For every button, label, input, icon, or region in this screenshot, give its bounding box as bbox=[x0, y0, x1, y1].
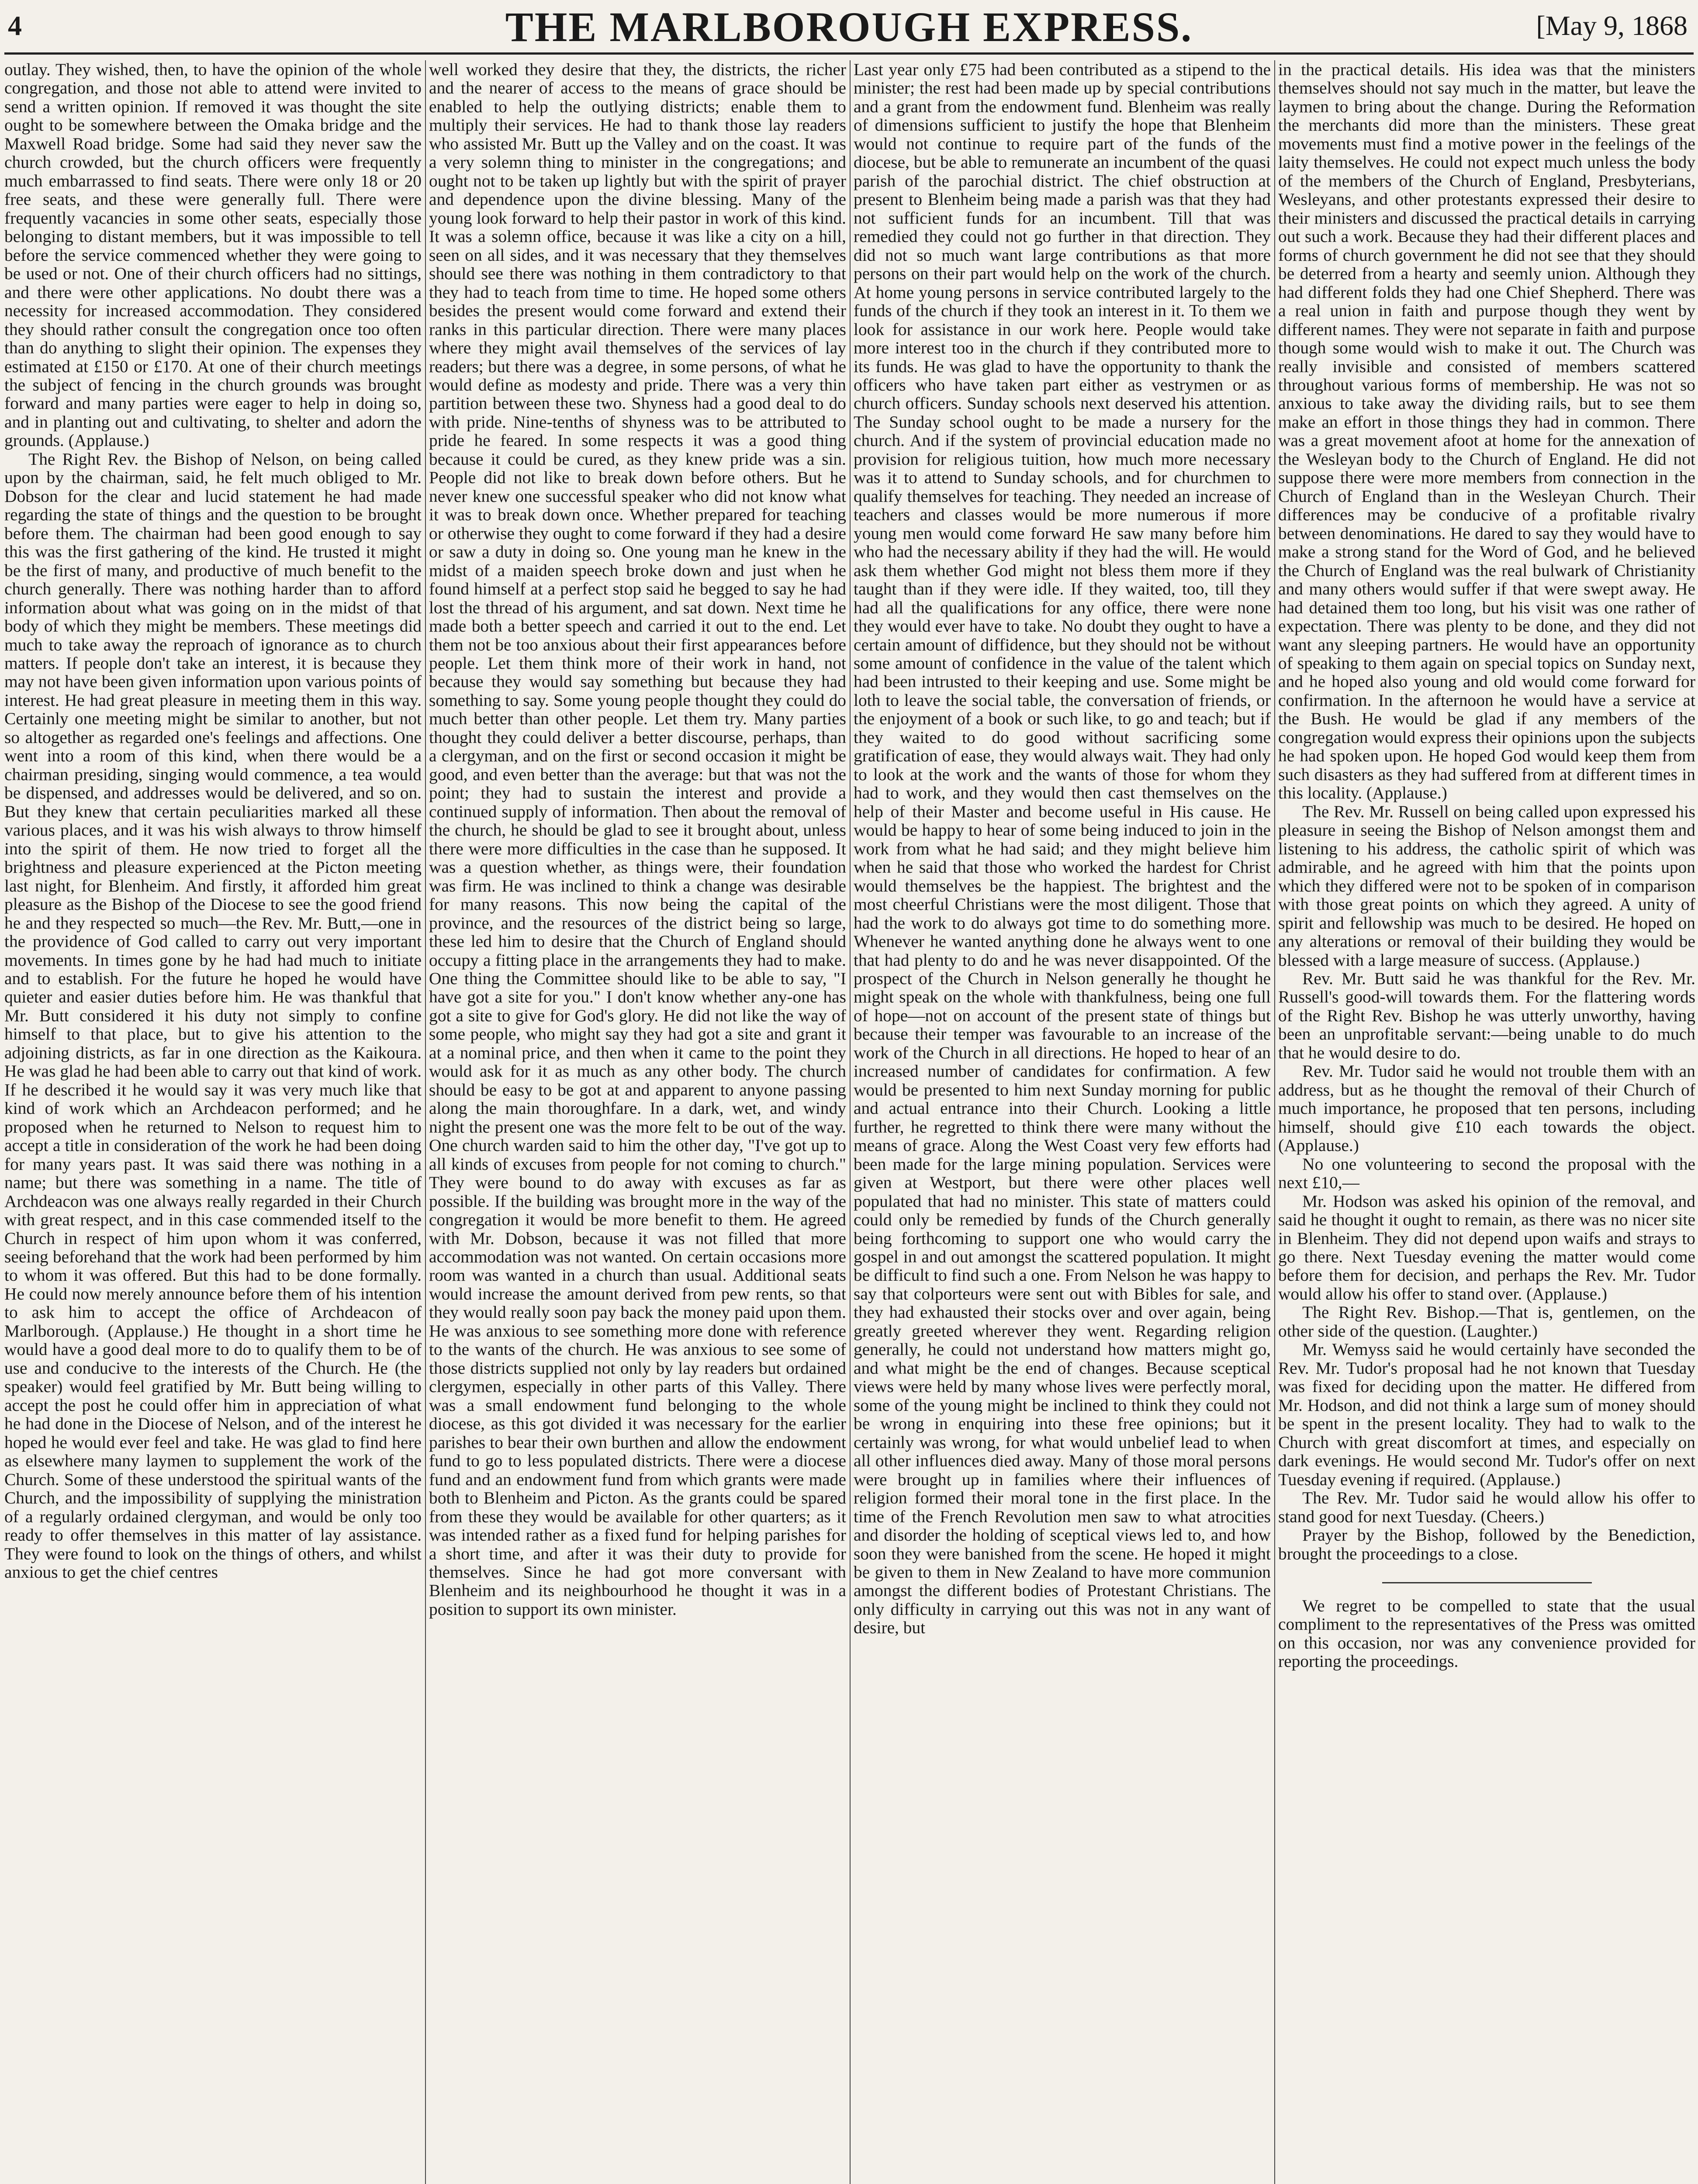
article-paragraph: Last year only £75 had been contributed as a stipend to the minister; the rest had been made up by special contributions and a grant from the endowment fund. Blenheim was really of dimensions sufficient to justify the hope that Blenheim would not continue to require part of the funds of the diocese, but be able to remunerate an incumbent of the quasi parish of the parochial district. The chief obstruction at present to Blenheim being made a parish was that they had not sufficient funds for an incumbent. Till that was remedied they could not go further in that direction. They did not so much want large contributions as that more persons on their part would help on the work of the church. At home young persons in service contributed largely to the funds of the church if they took an interest in it. To them we look for assistance in our work here. People would take more interest too in the church if they contributed more to its funds. He was glad to have the opportunity to thank the officers who have taken part either as vestrymen or as church officers. Sunday schools next deserved his attention. The Sunday school ought to be made a nursery for the church. And if the system of provincial education made no provision for religious tuition, how much more necessary was it to attend to Sunday schools, and for churchmen to qualify themselves for teaching. They needed an increase of teachers and classes would be more numerous if more young men would come forward He saw many before him who had the necessary ability if they had the will. He would ask them whether God might not bless them more if they taught than if they were idle. If they waited, too, till they had all the qualifications for any office, there were none they would ever have to take. No doubt they ought to have a certain amount of diffidence, but they should not be without some amount of confidence in the value of the talent which had been intrusted to their keeping and use. Some might be loth to leave the social table, the conversation of friends, or the enjoyment of a book or such like, to go and teach; but if they waited to do good without sacrificing some gratification of ease, they would always wait. They had only to look at the work and the wants of those for whom they had to work, and they would then cast themselves on the help of their Master and become useful in His cause. He would be happy to hear of some being induced to join in the work from what he had said; and they might believe him when he said that those who worked the hardest for Christ would themselves be the happiest. The brightest and the most cheerful Christians were the most diligent. Those that had the work to do always got time to do something more. Whenever he wanted anything done he always went to one that had plenty to do and he was never disappointed. Of the prospect of the Church in Nelson generally he thought he might speak on the whole with thankfulness, being one full of hope—not on account of the present state of things but because their temper was favourable to an increase of the work of the Church in all directions. He hoped to hear of an increased number of candidates for confirmation. A few would be presented to him next Sunday morning for public and actual entrance into their Church. Looking a little further, he regretted to think there were many without the means of grace. Along the West Coast very few efforts had been made for the large mining population. Services were given at Westport, but there were other places well populated that had no minister. This state of matters could could only be remedied by funds of the Church generally being forthcoming to support one who would carry the gospel in and out amongst the scattered population. It might be difficult to find such a one. From Nelson he was happy to say that colporteurs were sent out with Bibles for sale, and they had exhausted their stocks over and over again, being greatly greeted wherever they went. Regarding religion generally, he could not understand how matters might go, and what might be the end of changes. Because sceptical views were held by many whose lives were perfectly moral, some of the young might be inclined to think they could not be wrong in enquiring into these free opinions; but it certainly was wrong, for what would unbelief lead to when all other influences died away. Many of those moral persons were brought up in families where their influences of religion formed their moral tone in the first place. In the time of the French Revolution men saw to what atrocities and disorder the holding of sceptical views led to, and how soon they were banished from the scene. He hoped it might be given to them in New Zealand to have more communion amongst the different bodies of Protestant Christians. The only difficulty in carrying out this was not in any want of desire, but bbox=[854, 60, 1271, 1638]
article-paragraph: The Rev. Mr. Tudor said he would allow his offer to stand good for next Tuesday. (Cheers.) bbox=[1278, 1488, 1695, 1526]
article-paragraph: in the practical details. His idea was that the ministers themselves should not say much in the matter, but leave the laymen to bring about the change. During the Reformation the merchants did more than the ministers. These great movements must find a motive power in the feelings of the laity themselves. He could not expect much unless the body of the members of the Church of England, Presbyterians, Wesleyans, and other protestants expressed their desire to their ministers and discussed the practical details in carrying out such a work. Because they had their different places and forms of church government he did not see that they should be deterred from a hearty and seemly union. Although they had different folds they had one Chief Shepherd. There was a real union in faith and purpose though they went by different names. They were not separate in faith and purpose though some would wish to make it out. The Church was really invisible and consisted of members scattered throughout various forms of membership. He was not so anxious to take away the dividing rails, but to see them make an effort in those things they had in common. There was a great movement afoot at home for the annexation of the Wesleyan body to the Church of England. He did not suppose there were more members from connection in the Church of England than in the Wesleyan Church. Their differences may be conducive of a profitable rivalry between denominations. He dared to say they would have to make a strong stand for the Word of God, and he believed the Church of England was the real bulwark of Christianity and many others would suffer if that were swept away. He had detained them too long, but his visit was one rather of expectation. There was plenty to be done, and they did not want any sleeping partners. He would have an opportunity of speaking to them again on special topics on Sunday next, and he hoped also young and old would come forward for confirmation. In the afternoon he would have a service at the Bush. He would be glad if any members of the congregation would express their opinions upon the subjects he had spoken upon. He hoped God would keep them from such disasters as they had suffered from at different times in this locality. (Applause.) bbox=[1278, 60, 1695, 803]
section-rule bbox=[1382, 1582, 1592, 1583]
column-divider bbox=[1274, 60, 1275, 2184]
column-divider bbox=[425, 60, 426, 2184]
article-paragraph: The Rev. Mr. Russell on being called upon expressed his pleasure in seeing the Bishop of Nelson amongst them and listening to his address, the catholic spirit of which was admirable, and he agreed with him that the points upon which they differed were not to be spoken of in comparison with those great points on which they agreed. A unity of spirit and fellowship was much to be desired. He hoped on any alterations or removal of their building they would be blessed with a large measure of success. (Applause.) bbox=[1278, 802, 1695, 970]
article-paragraph: Rev. Mr. Tudor said he would not trouble them with an address, but as he thought the removal of their Church of much importance, he proposed that ten persons, including himself, should give £10 each towards the object. (Applause.) bbox=[1278, 1061, 1695, 1155]
article-paragraph: Mr. Hodson was asked his opinion of the removal, and said he thought it ought to remain, as there was no nicer site in Blenheim. They did not depend upon waifs and strays to go there. Next Tuesday evening the matter would come before them for decision, and perhaps the Rev. Mr. Tudor would allow his offer to stand over. (Applause.) bbox=[1278, 1191, 1695, 1303]
column-3 bbox=[854, 60, 1271, 2184]
article-paragraph: outlay. They wished, then, to have the opinion of the whole congregation, and those not able to attend were invited to send a written opinion. If removed it was thought the site ought to be somewhere between the Omaka bridge and the Maxwell Road bridge. Some had said they never saw the church crowded, but the church officers were frequently much embarrassed to find seats. There were only 18 or 20 free seats, and these were generally full. There were frequently vacancies in some other seats, especially those belonging to distant members, but it was impossible to tell before the service commenced whether they were going to be used or not. One of their church officers had no sittings, and there were other applications. No doubt there was a necessity for increased accommodation. They considered they should rather consult the congregation once too often than do anything to slight their opinion. The expenses they estimated at £150 or £170. At one of their church meetings the subject of fencing in the church grounds was brought forward and many parties were eager to help in doing so, and in planting out and cultivating, to shelter and adorn the grounds. (Applause.) bbox=[4, 60, 422, 450]
article-paragraph: We regret to be compelled to state that the usual compliment to the representatives of the Press was omitted on this occasion, nor was any convenience provided for reporting the proceedings. bbox=[1278, 1596, 1695, 1671]
article-paragraph: well worked they desire that they, the districts, the richer and the nearer of access to the means of grace should be enabled to help the outlying districts; enable them to multiply their services. He had to thank those lay readers who assisted Mr. Butt up the Valley and on the coast. It was a very solemn thing to minister in the congregations; and ought not to be taken up lightly but with the spirit of prayer and dependence upon the divine blessing. Many of the young look forward to help their pastor in work of this kind. It was a solemn office, because it was like a city on a hill, seen on all sides, and it was necessary that they themselves should see there was nothing in them contradictory to that they had to teach from time to time. He hoped some others besides the present would come forward and extend their ranks in this particular direction. There were many places where they might avail themselves of the services of lay readers; but there was a degree, in some persons, of what he would define as modesty and pride. There was a very thin partition between these two. Shyness had a good deal to do with pride. Nine-tenths of shyness was to be attributed to pride he feared. In some respects it was a good thing because it could be cured, as they knew pride was a sin. People did not like to break down before others. But he never knew one successful speaker who did not know what it was to break down once. Whether prepared for teaching or otherwise they ought to come forward if they had a desire or saw a duty in doing so. One young man he knew in the midst of a maiden speech broke down and just when he found himself at a perfect stop said he begged to say he had lost the thread of his argument, and sat down. Next time he made both a better speech and carried it out to the end. Let them not be too anxious about their first appearances before people. Let them think more of their work in hand, not because they would say something but because they had something to say. Some young people thought they could do much better than other people. Let them try. Many parties thought they could deliver a better discourse, perhaps, than a clergyman, and on the first or second occasion it might be good, and even better than the average: but that was not the point; they had to sustain the interest and provide a continued supply of information. Then about the removal of the church, he should be glad to see it brought about, unless there were more difficulties in the case than he supposed. It was a question whether, as things were, their foundation was firm. He was inclined to think a change was desirable for many reasons. This now being the capital of the province, and the resources of the district being so large, these led him to desire that the Church of England should occupy a fitting place in the arrangements they had to make. One thing the Committee should like to be able to say, "I have got a site for you." I don't know whether any-one has got a site to give for God's glory. He did not like the way of some people, who might say they had got a site and grant it at a nominal price, and then when it came to the point they would ask for it as much as any other body. The church should be easy to be got at and apparent to anyone passing along the main thoroughfare. In a dark, wet, and windy night the present one was the more felt to be out of the way. One church warden said to him the other day, "I've got up to all kinds of excuses from people for not coming to church." They were bound to do away with excuses as far as possible. If the building was brought more in the way of the congregation it would be more benefit to them. He agreed with Mr. Dobson, because it was not filled that more accommodation was not wanted. On certain occasions more room was wanted in a church than usual. Additional seats would increase the amount derived from pew rents, so that they would really soon pay back the money paid upon them. He was anxious to see something more done with reference to the wants of the church. He was anxious to see some of those districts supplied not only by lay readers but ordained clergymen, especially in other parts of this Valley. There was a small endowment fund belonging to the whole diocese, as this got divided it was necessary for the earlier parishes to bear their own burthen and allow the endowment fund to go to less populated districts. There were a diocese fund and an endowment fund from which grants were made both to Blenheim and Picton. As the grants could be spared from these they would be available for other quarters; as it was intended rather as a fixed fund for helping parishes for a short time, and after it was their duty to provide for themselves. Since he had got more conversant with Blenheim and its neighbourhood he thought it was in a position to support its own minister. bbox=[429, 60, 846, 1619]
masthead bbox=[0, 0, 1698, 52]
column-1 bbox=[4, 60, 422, 2184]
issue-date: [May 9, 1868 bbox=[1536, 10, 1688, 41]
article-paragraph: Prayer by the Bishop, followed by the Benediction, brought the proceedings to a close. bbox=[1278, 1525, 1695, 1563]
column-2 bbox=[429, 60, 846, 2184]
column-divider bbox=[850, 60, 851, 2184]
masthead-rule bbox=[4, 52, 1694, 55]
article-paragraph: Rev. Mr. Butt said he was thankful for the Rev. Mr. Russell's good-will towards them. For the flattering words of the Right Rev. Bishop he was utterly unworthy, having been an unprofitable servant:—being unable to do much that he would desire to do. bbox=[1278, 968, 1695, 1062]
article-paragraph: The Right Rev. the Bishop of Nelson, on being called upon by the chairman, said, he felt much obliged to Mr. Dobson for the clear and lucid statement he had made regarding the state of things and the question to be brought before them. The chairman had been good enough to say this was the first gathering of the kind. He trusted it might be the first of many, and productive of much benefit to the church generally. There was nothing harder than to afford information about what was going on in the midst of that body of which they might be members. These meetings did much to take away the reproach of ignorance as to church matters. If people don't take an interest, it is because they may not have been given information upon various points of interest. He had great pleasure in meeting them in this way. Certainly one meeting might be similar to another, but not so altogether as regarded one's feelings and affections. One went into a room of this kind, when there would be a chairman presiding, singing would commence, a tea would be dispensed, and addresses would be delivered, and so on. But they knew that certain peculiarities marked all these various places, and it was his wish always to throw himself into the spirit of them. He now tried to forget all the brightness and pleasure experienced at the Picton meeting last night, for Blenheim. And firstly, it afforded him great pleasure as the Bishop of the Diocese to see the good friend he and they respected so much—the Rev. Mr. Butt,—one in the providence of God called to carry out very important movements. In times gone by he had had much to initiate and to establish. For the future he hoped he would have quieter and easier duties before him. He was thankful that Mr. Butt considered it his duty not simply to confine himself to that place, but to give his attention to the adjoining districts, as far in one direction as the Kaikoura. He was glad he had been able to carry out that kind of work. If he described it he would say it was very much like that kind of work which an Archdeacon performed; and he proposed when he returned to Nelson to request him to accept a title in consideration of the work he had been doing for many years past. It was said there was nothing in a name; but there was something in a name. The title of Archdeacon was one always really regarded in their Church with great respect, and in this case commended itself to the Church in respect of him upon whom it was conferred, seeing beforehand that the work had been performed by him to whom it was offered. But this had to be done formally. He could now merely announce before them of his intention to ask him to accept the office of Archdeacon of Marlborough. (Applause.) He thought in a short time he would have a good deal more to do to qualify them to be of use and conducive to the interests of the Church. He (the speaker) would feel gratified by Mr. Butt being willing to accept the post he could offer him in appreciation of what he had done in the Diocese of Nelson, and of the interest he hoped he would ever feel and take. He was glad to find here as elsewhere many laymen to supplement the work of the Church. Some of these understood the spiritual wants of the Church, and the impossibility of supplying the ministration of a regularly ordained clergyman, and would be only too ready to offer themselves in this matter of lay assistance. They were found to look on the things of others, and whilst anxious to get the chief centres bbox=[4, 449, 422, 1582]
column-4 bbox=[1278, 60, 1695, 2184]
article-paragraph: Mr. Wemyss said he would certainly have seconded the Rev. Mr. Tudor's proposal had he not known that Tuesday was fixed for deciding upon the matter. He differed from Mr. Hodson, and did not think a large sum of money should be spent in the present locality. They had to walk to the Church with great discomfort at times, and especially on dark evenings. He would second Mr. Tudor's offer on next Tuesday evening if required. (Applause.) bbox=[1278, 1340, 1695, 1489]
article-paragraph: The Right Rev. Bishop.—That is, gentlemen, on the other side of the question. (Laughter.) bbox=[1278, 1303, 1695, 1341]
article-columns bbox=[4, 60, 1694, 2184]
newspaper-title: THE MARLBOROUGH EXPRESS. bbox=[505, 3, 1193, 50]
article-paragraph: No one volunteering to second the proposal with the next £10,— bbox=[1278, 1154, 1695, 1192]
page-number: 4 bbox=[8, 10, 22, 41]
